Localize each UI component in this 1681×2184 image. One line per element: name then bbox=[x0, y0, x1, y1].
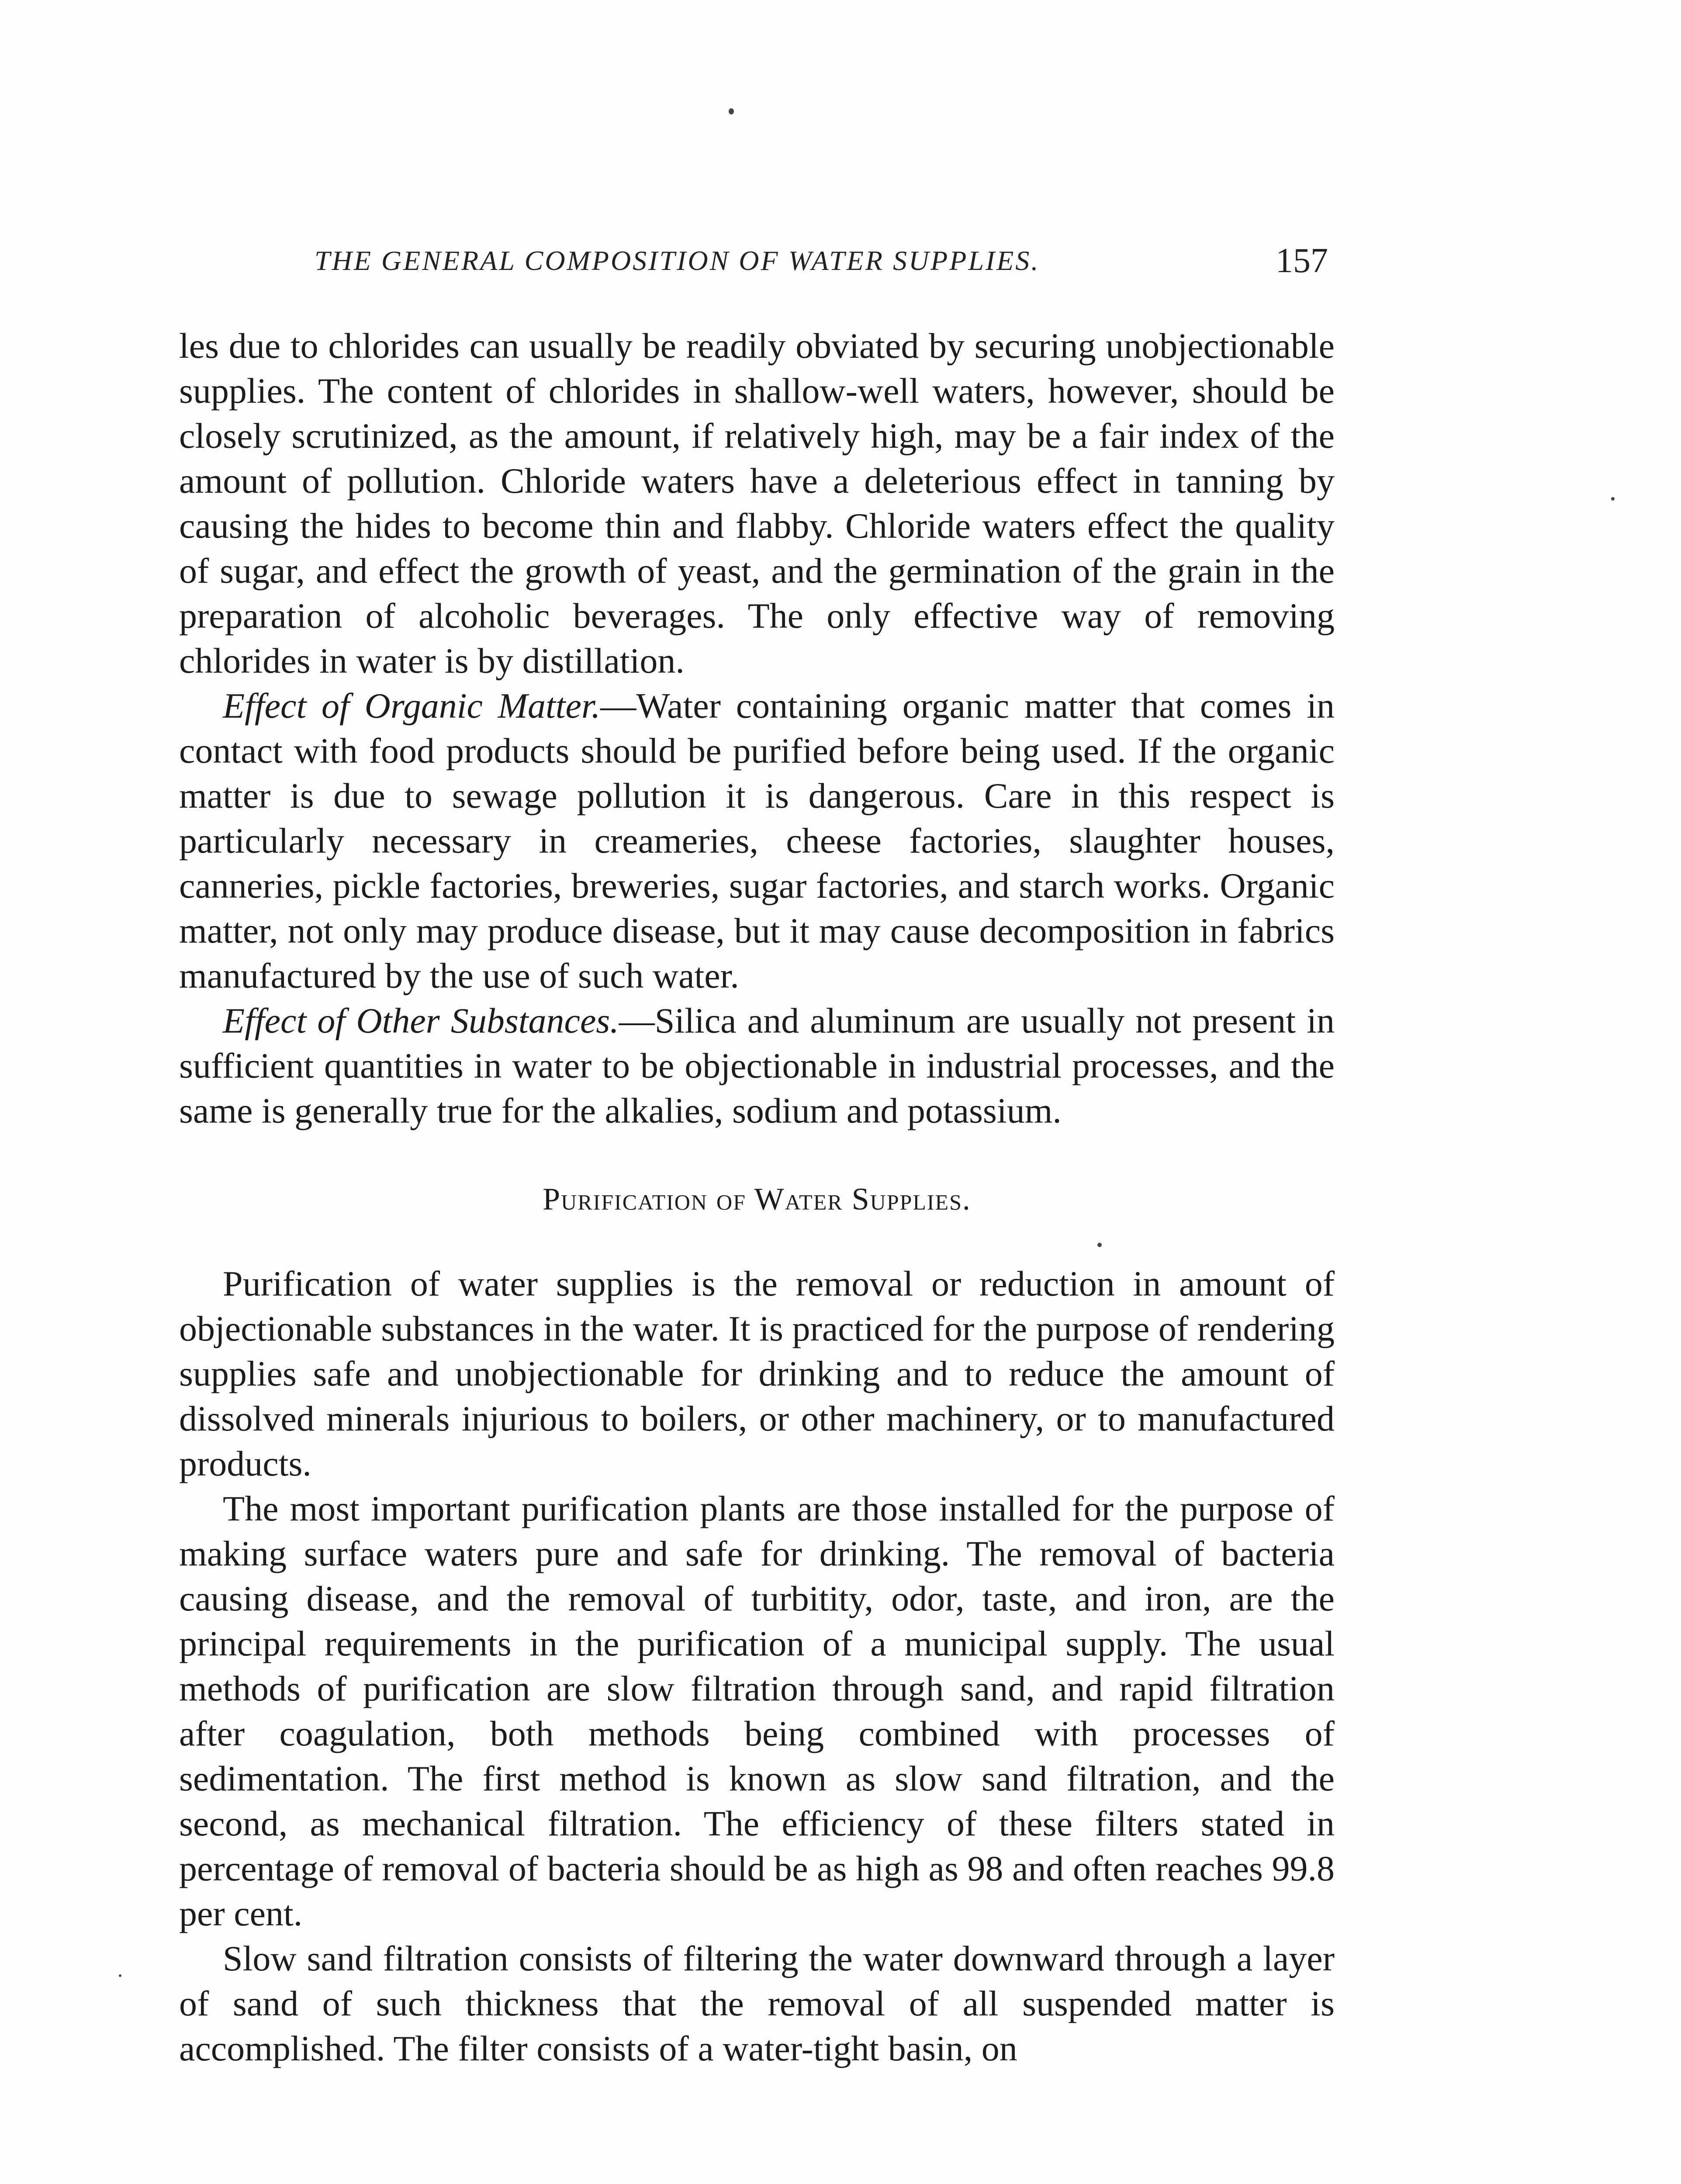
run-in-heading: Effect of Organic Matter. bbox=[223, 686, 601, 726]
scan-speck bbox=[119, 1974, 121, 1977]
section-heading: Purification of Water Supplies. bbox=[543, 1182, 971, 1216]
paragraph bbox=[179, 998, 1335, 1133]
paragraph: The most important purification plants are those installed for the purpose of making surface waters pure and safe for drinking. The removal of bacteria causing disease, and the removal of turbitity, odor, taste, and iron, are the principal requirements in the purification of a municipal supply. The usual methods of purification are slow filtration through sand, and rapid filtration after coagulation, both methods being combined with processes of sedimentation. The first method is known as slow sand filtration, and the second, as mechanical filtration. The efficiency of these filters stated in percentage of removal of bacteria should be as high as 98 and often reaches 99.8 per cent. bbox=[179, 1489, 1335, 1933]
scan-speck bbox=[729, 108, 734, 114]
page-number: 157 bbox=[1276, 242, 1328, 280]
scan-speck bbox=[1611, 497, 1615, 501]
paragraph-text: —Silica and aluminum are usually not present in sufficient quantities in water to be objectionable in industrial processes, and the same is generally true for the alkalies, sodium and potassium. bbox=[179, 1001, 1335, 1130]
run-in-heading: Effect of Other Substances. bbox=[223, 1001, 619, 1040]
paragraph: les due to chlorides can usually be readily obviated by securing unobjectionable supplies. The content of chlorides in shallow-well waters, however, should be closely scrutinized, as the amount, if relatively high, may be a fair index of the amount of pollution. Chloride waters have a deleterious effect in tanning by causing the hides to become thin and flabby. Chloride waters effect the quality of sugar, and effect the growth of yeast, and the germination of the grain in the preparation of alcoholic beverages. The only effective way of removing chlorides in water is by distillation. bbox=[179, 326, 1335, 681]
paragraph bbox=[179, 683, 1335, 998]
body-text bbox=[179, 323, 1335, 2071]
paragraph: Slow sand filtration consists of filtering the water downward through a layer of sand of such thickness that the removal of all suspended matter is accomplished. The filter consists of a water-tight basin, on bbox=[179, 1939, 1335, 2068]
running-title: THE GENERAL COMPOSITION OF WATER SUPPLIES. bbox=[315, 245, 1040, 276]
paragraph-text: —Water containing organic matter that comes in contact with food products should be purified before being used. If the organic matter is due to sewage pollution it is dangerous. Care in this respect is particularly necessary in creameries, cheese factories, slaughter houses, canneries, pickle factories, breweries, sugar factories, and starch works. Organic matter, not only may produce disease, but it may cause decomposition in fabrics manufactured by the use of such water. bbox=[179, 686, 1335, 995]
paragraph: Purification of water supplies is the removal or reduction in amount of objectionable substances in the water. It is practiced for the purpose of rendering supplies safe and unobjectionable for drinking and to reduce the amount of dissolved minerals injurious to boilers, or other machinery, or to manufactured products. bbox=[179, 1264, 1335, 1483]
